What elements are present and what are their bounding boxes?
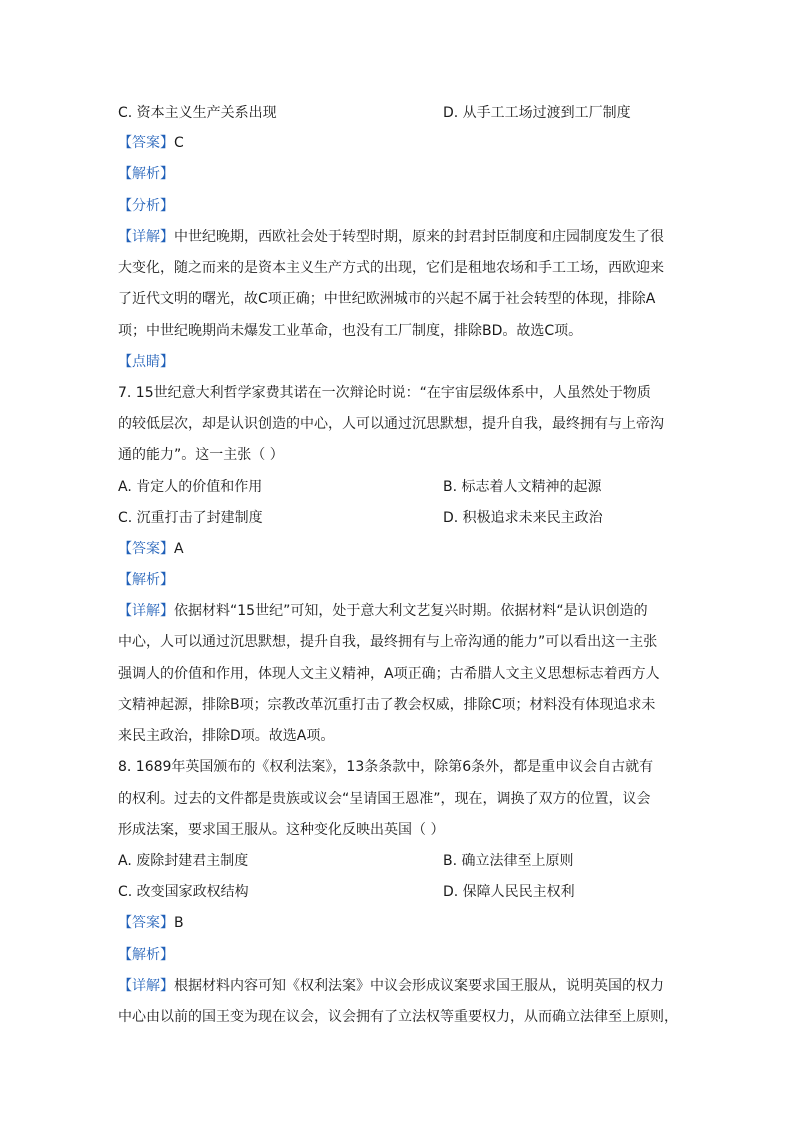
detail-label: 【详解】 [118,229,174,245]
answer-value: A [174,541,184,557]
answer-label: 【答案】 [118,915,174,931]
q7-analysis-label: 【解析】 [118,572,174,588]
q8-stem-line-2: 的权利。过去的文件都是贵族或议会“呈请国王恩准”，现在，调换了双方的位置，议会 [118,791,651,807]
q7-answer-row [118,540,678,558]
q7-detail-line-3: 强调人的价值和作用，体现人文主义精神，A项正确；古希腊人文主义思想标志着西方人 [118,666,660,682]
q7-stem-line-1: 7. 15世纪意大利哲学家费其诺在一次辩论时说：“在宇宙层级体系中，人虽然处于物质 [118,385,651,401]
q6-fenxi-label: 【分析】 [118,198,174,214]
q7-detail-line-4: 文精神起源，排除B项；宗教改革沉重打击了教会权威，排除C项；材料没有体现追求未 [118,697,656,713]
q6-detail-line-1 [118,228,678,246]
q6-option-c: C. 资本主义生产关系出现 [118,105,277,121]
q8-option-d: D. 保障人民民主权利 [443,884,575,900]
detail-label: 【详解】 [118,978,174,994]
q7-option-a: A. 肯定人的价值和作用 [118,479,263,495]
detail-text: 中世纪晚期，西欧社会处于转型时期，原来的封君封臣制度和庄园制度发生了很 [174,229,664,245]
q8-option-a: A. 废除封建君主制度 [118,853,249,869]
q6-detail-line-4: 项；中世纪晚期尚未爆发工业革命，也没有工厂制度，排除BD。故选C项。 [118,323,583,339]
q7-detail-line-2: 中心，人可以通过沉思默想，提升自我，最终拥有与上帝沟通的能力”可以看出这一主张 [118,634,658,650]
q6-answer-row [118,134,678,152]
detail-text: 根据材料内容可知《权利法案》中议会形成议案要求国王服从，说明英国的权力 [174,978,664,994]
q7-detail-line-1 [118,602,678,620]
q8-answer-row [118,914,678,932]
q6-option-d: D. 从手工工场过渡到工厂制度 [443,105,631,121]
q6-dianjing-label: 【点睛】 [118,354,174,370]
q8-option-b: B. 确立法律至上原则 [443,853,574,869]
q8-option-c: C. 改变国家政权结构 [118,884,249,900]
q7-option-d: D. 积极追求未来民主政治 [443,510,603,526]
q7-detail-line-5: 来民主政治，排除D项。故选A项。 [118,728,335,744]
q8-detail-line-2: 中心由以前的国王变为现在议会，议会拥有了立法权等重要权力，从而确立法律至上原则， [118,1009,678,1025]
q8-detail-line-1 [118,977,678,995]
q7-stem-line-3: 通的能力”。这一主张（ ） [118,447,284,463]
q8-stem-line-3: 形成法案，要求国王服从。这种变化反映出英国（ ） [118,822,445,838]
q6-detail-line-3: 了近代文明的曙光，故C项正确；中世纪欧洲城市的兴起不属于社会转型的体现，排除A [118,291,656,307]
q6-detail-line-2: 大变化，随之而来的是资本主义生产方式的出现，它们是租地农场和手工工场，西欧迎来 [118,260,664,276]
answer-value: C [174,135,184,151]
answer-label: 【答案】 [118,135,174,151]
q7-option-b: B. 标志着人文精神的起源 [443,479,602,495]
q8-analysis-label: 【解析】 [118,947,174,963]
detail-label: 【详解】 [118,603,174,619]
q7-option-c: C. 沉重打击了封建制度 [118,510,263,526]
q8-stem-line-1: 8. 1689年英国颁布的《权利法案》，13条条款中，除第6条外，都是重申议会自古就有 [118,759,654,775]
answer-label: 【答案】 [118,541,174,557]
q6-analysis-label: 【解析】 [118,166,174,182]
answer-value: B [174,915,184,931]
detail-text: 依据材料“15世纪”可知，处于意大利文艺复兴时期。依据材料“是认识创造的 [174,603,648,619]
q7-stem-line-2: 的较低层次，却是认识创造的中心，人可以通过沉思默想，提升自我，最终拥有与上帝沟 [118,416,664,432]
